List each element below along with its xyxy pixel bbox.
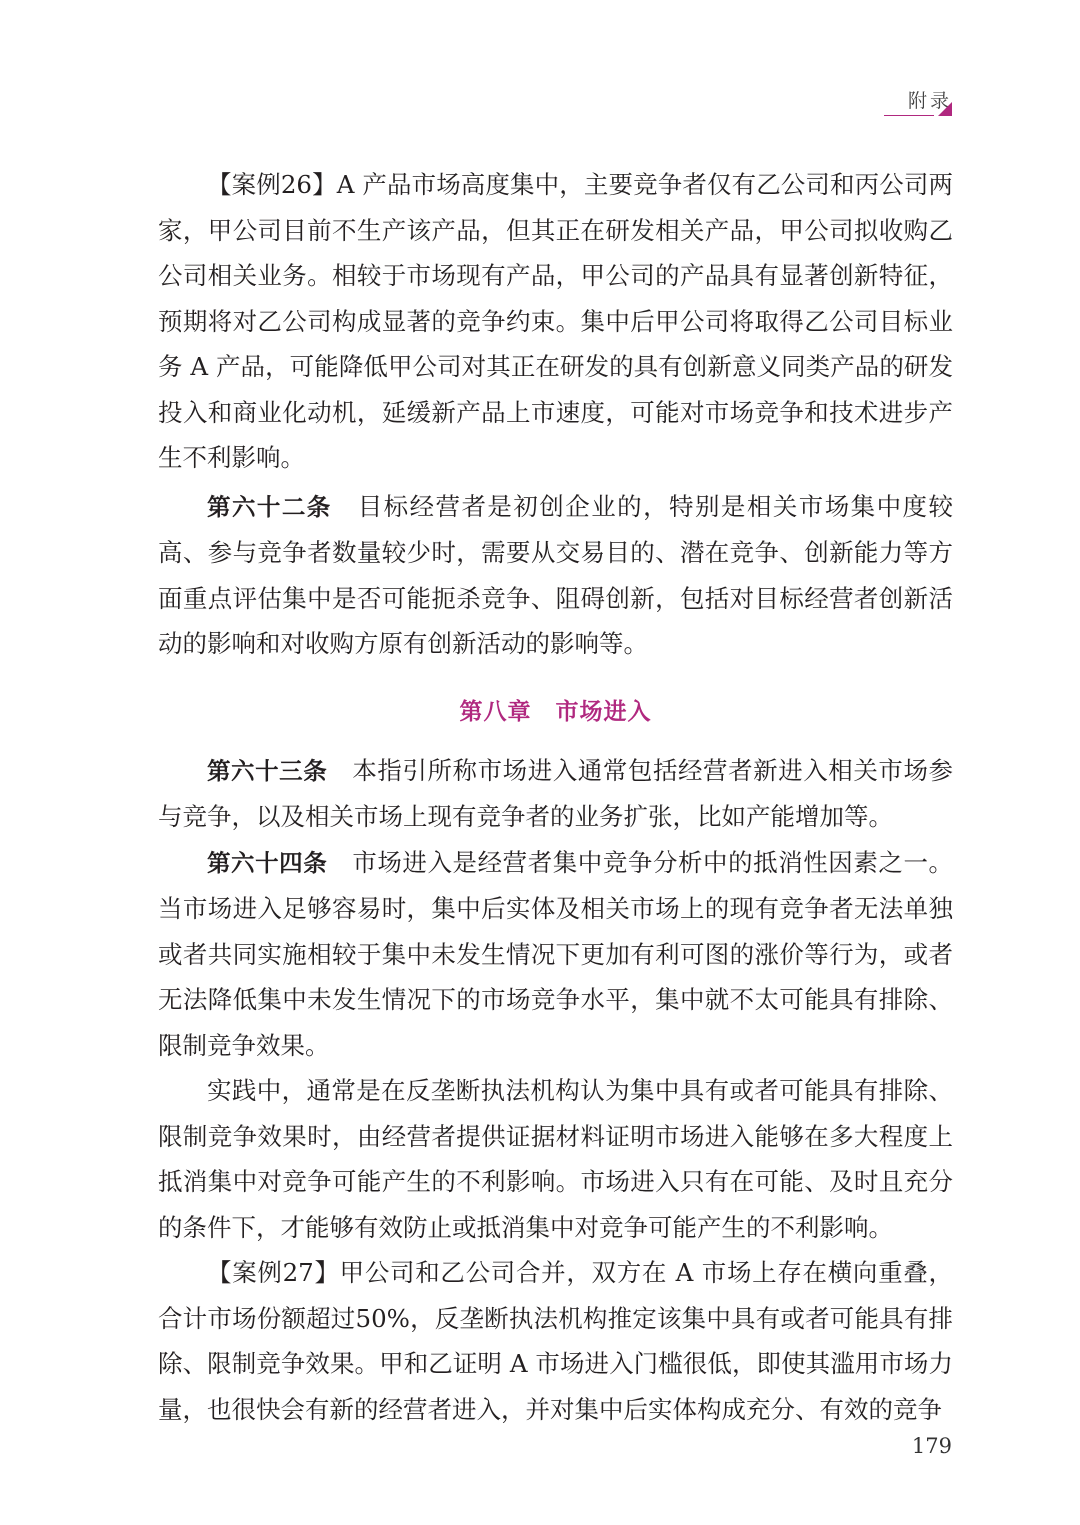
page-body xyxy=(158,162,953,1432)
running-header: 附录 xyxy=(907,90,952,112)
practice-paragraph: 实践中，通常是在反垄断执法机构认为集中具有或者可能具有排除、限制竞争效果时，由经营者提供证据材料证明市场进入能够在多大程度上抵消集中对竞争可能产生的不利影响。市场进入只有在可能、及时且充分的条件下，才能够有效防止或抵消集中对竞争可能产生的不利影响。 xyxy=(158,1076,953,1242)
article-63-paragraph xyxy=(158,748,953,840)
article-62-paragraph xyxy=(158,484,953,667)
article-62-text: 目标经营者是初创企业的，特别是相关市场集中度较高、参与竞争者数量较少时，需要从交易目的、潜在竞争、创新能力等方面重点评估集中是否可能扼杀竞争、阻碍创新，包括对目标经营者创新活动的影响和对收购方原有创新活动的影响等。 xyxy=(158,491,954,658)
article-64-text: 市场进入是经营者集中竞争分析中的抵消性因素之一。当市场进入足够容易时，集中后实体及相关市场上的现有竞争者无法单独或者共同实施相较于集中未发生情况下更加有利可图的涨价等行为，或者无法降低集中未发生情况下的市场竞争水平，集中就不太可能具有排除、限制竞争效果。 xyxy=(158,847,954,1060)
article-64-paragraph xyxy=(158,840,953,1069)
article-63-text: 本指引所称市场进入通常包括经营者新进入相关市场参与竞争，以及相关市场上现有竞争者的业务扩张，比如产能增加等。 xyxy=(158,755,954,831)
chapter-heading: 第八章 市场进入 xyxy=(459,698,652,725)
article-62-title: 第六十二条 xyxy=(207,492,332,521)
case-27-paragraph: 【案例27】甲公司和乙公司合并，双方在 A 市场上存在横向重叠，合计市场份额超过50%，反垄断执法机构推定该集中具有或者可能具有排除、限制竞争效果。甲和乙证明 A 市场进入门槛很低，即使其滥用市场力量，也很快会有新的经营者进入，并对集中后实体构成充分、有效的竞争 xyxy=(158,1258,953,1424)
page-number: 179 xyxy=(911,1434,952,1458)
header-rule xyxy=(884,115,934,116)
article-64-title: 第六十四条 xyxy=(207,848,328,877)
triangle-icon xyxy=(938,102,952,116)
article-63-title: 第六十三条 xyxy=(207,756,328,785)
case-26-paragraph: 【案例26】A 产品市场高度集中，主要竞争者仅有乙公司和丙公司两家，甲公司目前不生产该产品，但其正在研发相关产品，甲公司拟收购乙公司相关业务。相较于市场现有产品，甲公司的产品具有显著创新特征，预期将对乙公司构成显著的竞争约束。集中后甲公司将取得乙公司目标业务 A 产品，可能降低甲公司对其正在研发的具有创新意义同类产品的研发投入和商业化动机，延缓新产品上市速度，可能对市场竞争和技术进步产生不利影响。 xyxy=(158,170,953,472)
